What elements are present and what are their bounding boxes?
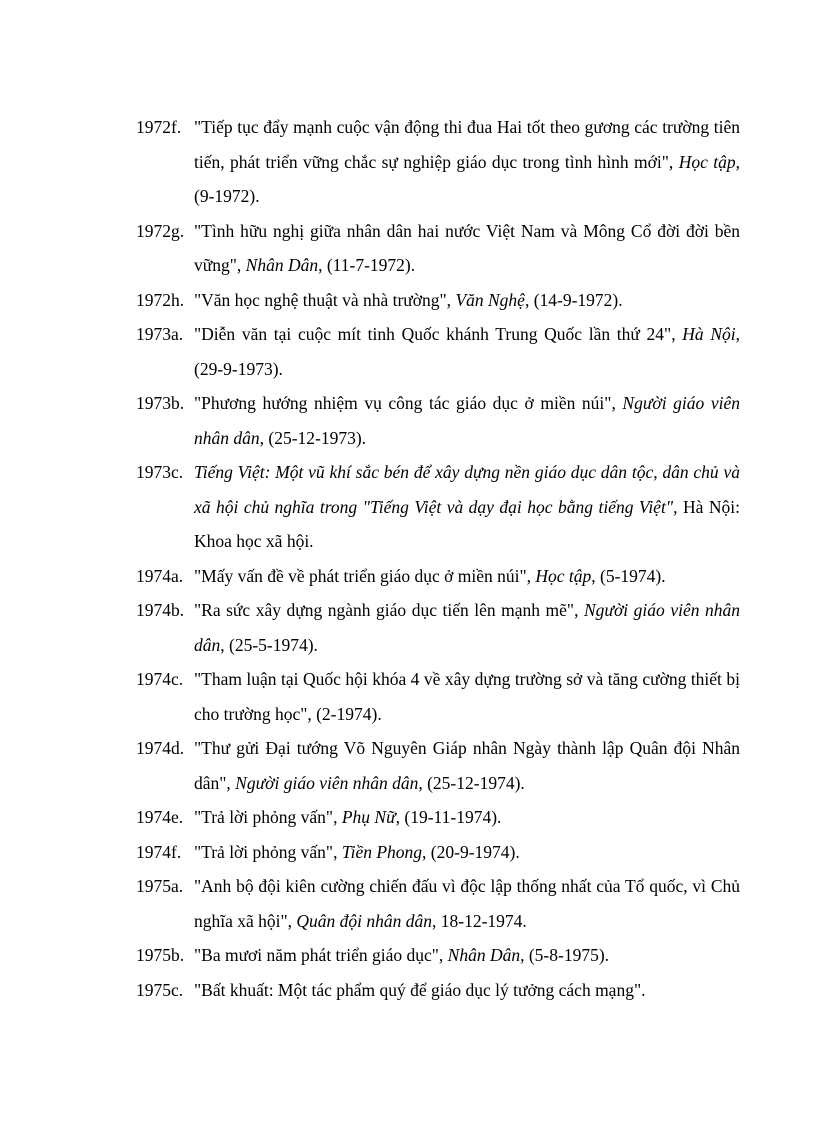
reference-entry [136, 110, 740, 214]
reference-key: 1974c. [136, 669, 184, 689]
reference-entry [136, 283, 740, 318]
reference-source: Người giáo viên nhân dân [194, 600, 740, 655]
reference-text: "Mấy vấn đề về phát triển giáo dục ở miền núi", [194, 565, 536, 586]
reference-source: Phụ Nữ [341, 807, 396, 827]
reference-date: , (25-12-1974). [418, 772, 525, 793]
reference-key: 1975c. [136, 979, 184, 1000]
reference-entry [136, 973, 740, 1008]
reference-source: Người giáo viên nhân dân [194, 393, 740, 448]
reference-key: 1973c. [136, 462, 184, 482]
reference-text: "Tham luận tại Quốc hội khóa 4 về xây dựng trường sở và tăng cường thiết bị cho trường học", (2-1974). [194, 669, 740, 724]
reference-key: 1974e. [136, 807, 184, 827]
reference-text: "Diễn văn tại cuộc mít tinh Quốc khánh Trung Quốc lần thứ 24", [194, 324, 683, 344]
reference-entry [136, 593, 740, 662]
reference-key: 1974b. [136, 600, 185, 620]
reference-entry [136, 386, 740, 455]
reference-text: "Tình hữu nghị giữa nhân dân hai nước Việt Nam và Mông Cổ đời đời bền vững", [194, 220, 740, 275]
reference-entry [136, 800, 740, 835]
reference-date: , (29-9-1973). [194, 324, 740, 379]
reference-date: , (19-11-1974). [395, 807, 502, 827]
reference-text: "Thư gửi Đại tướng Võ Nguyên Giáp nhân Ngày thành lập Quân đội Nhân dân", [194, 738, 740, 793]
reference-date: , (25-5-1974). [220, 634, 318, 655]
reference-text: "Văn học nghệ thuật và nhà trường", [194, 289, 456, 310]
reference-text: "Trả lời phỏng vấn", [194, 841, 342, 862]
reference-date: , (25-12-1973). [259, 427, 367, 448]
reference-entry [136, 455, 740, 559]
reference-date: , Hà Nội: Khoa học xã hội. [194, 496, 740, 551]
reference-entry [136, 662, 740, 731]
reference-text: "Ra sức xây dựng ngành giáo dục tiến lên mạnh mẽ", [194, 600, 584, 620]
reference-key: 1974a. [136, 565, 184, 586]
reference-source: Quân đội nhân dân [296, 910, 433, 931]
reference-source: Nhân Dân [245, 255, 319, 275]
reference-text: "Tiếp tục đẩy mạnh cuộc vận động thi đua Hai tốt theo gương các trường tiên tiến, phát triển vững chắc sự nghiệp giáo dục trong tình hình mới", [194, 117, 740, 172]
reference-key: 1972f. [136, 117, 182, 137]
reference-key: 1974d. [136, 738, 185, 758]
reference-key: 1973b. [136, 393, 185, 413]
reference-source: Nhân Dân [447, 945, 521, 965]
reference-entry [136, 938, 740, 973]
reference-source: Học tập [535, 565, 592, 586]
reference-date: , (5-8-1975). [520, 945, 610, 965]
reference-entry [136, 559, 740, 594]
reference-source: Học tập [678, 151, 736, 172]
reference-text: "Ba mươi năm phát triển giáo dục", [194, 945, 448, 965]
reference-text: "Trả lời phỏng vấn", [194, 807, 342, 827]
reference-source: Tiền Phong [341, 841, 423, 862]
reference-date: , (14-9-1972). [524, 289, 623, 310]
reference-source: Tiếng Việt: Một vũ khí sắc bén để xây dựng nền giáo dục dân tộc, dân chủ và xã hội chủ nghĩa trong "Tiếng Việt và dạy đại học bằng tiếng Việt" [194, 462, 740, 517]
reference-date: , (11-7-1972). [318, 255, 416, 275]
reference-key: 1975a. [136, 876, 184, 896]
reference-date: , (5-1974). [591, 565, 666, 586]
reference-text: "Bất khuất: Một tác phẩm quý để giáo dục lý tưởng cách mạng". [194, 979, 646, 1000]
reference-entry [136, 731, 740, 800]
reference-date: , (9-1972). [194, 151, 740, 206]
reference-key: 1972g. [136, 220, 185, 241]
reference-list [136, 110, 740, 1007]
reference-entry [136, 214, 740, 283]
reference-key: 1972h. [136, 289, 185, 310]
reference-date: , 18-12-1974. [432, 910, 527, 931]
reference-source: Văn Nghệ [455, 289, 525, 310]
reference-source: Người giáo viên nhân dân [235, 772, 419, 793]
reference-text: "Anh bộ đội kiên cường chiến đấu vì độc lập thống nhất của Tổ quốc, vì Chủ nghĩa xã hội", [194, 876, 740, 931]
reference-source: Hà Nội [682, 324, 736, 344]
reference-key: 1975b. [136, 945, 185, 965]
reference-entry [136, 317, 740, 386]
reference-entry [136, 869, 740, 938]
reference-entry [136, 835, 740, 870]
reference-date: , (20-9-1974). [422, 841, 520, 862]
reference-key: 1973a. [136, 324, 184, 344]
reference-key: 1974f. [136, 841, 182, 862]
reference-text: "Phương hướng nhiệm vụ công tác giáo dục ở miền núi", [194, 393, 623, 413]
